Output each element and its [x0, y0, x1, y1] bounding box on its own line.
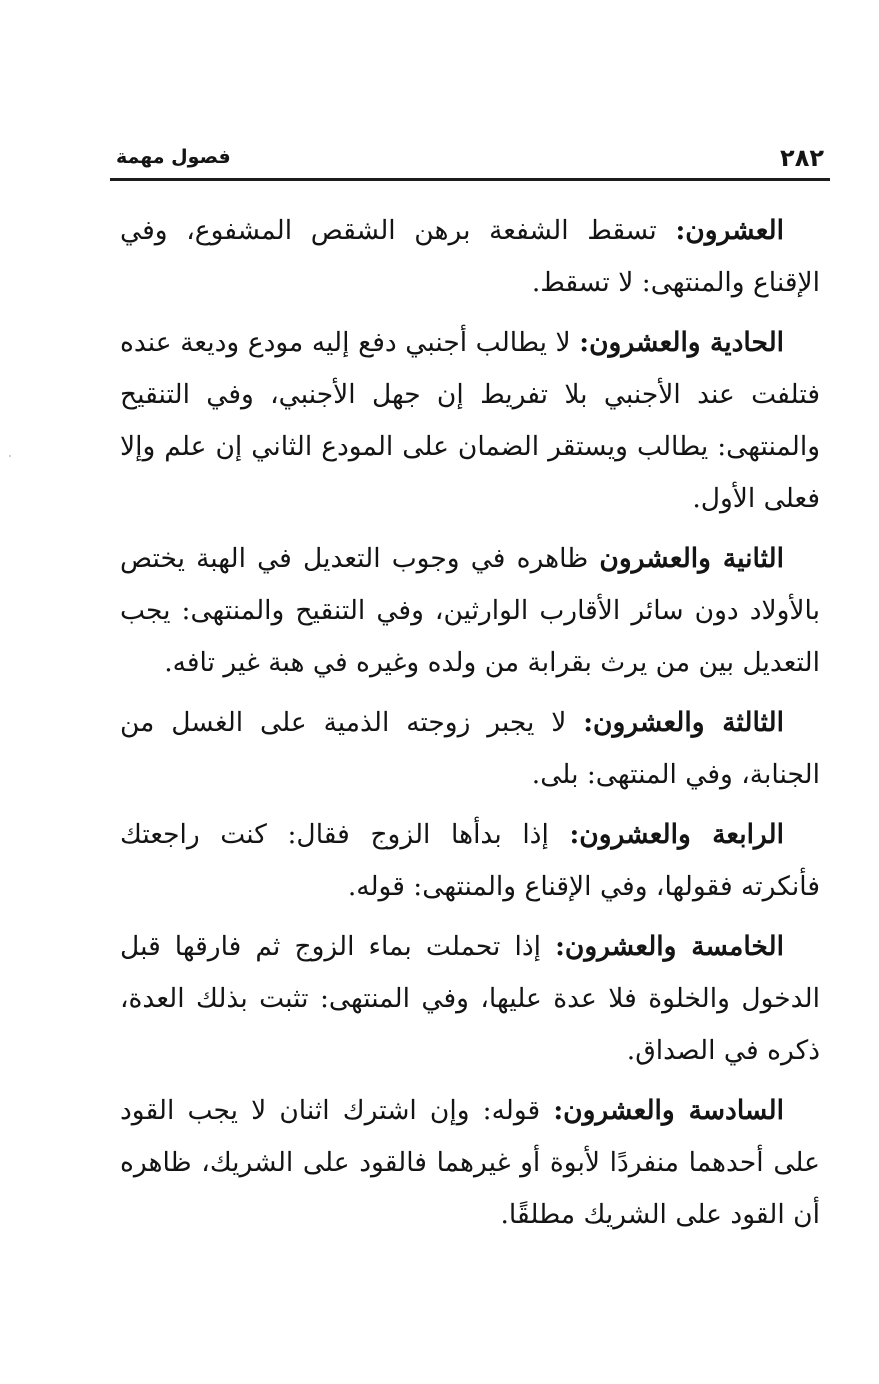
paragraph-23: [120, 697, 820, 801]
paragraph-lead: الرابعة والعشرون:: [569, 819, 784, 850]
paragraph-text: إذا تحملت بماء الزوج ثم فارقها قبل الدخول والخلوة فلا عدة عليها، وفي المنتهى: تثبت بذلك العدة، ذكره في الصداق.: [120, 931, 820, 1066]
paragraph-24: [120, 809, 820, 913]
paragraph-22: [120, 533, 820, 689]
paragraph-lead: الحادية والعشرون:: [579, 327, 784, 358]
paragraph-21: [120, 317, 820, 525]
paragraph-lead: السادسة والعشرون:: [553, 1095, 784, 1126]
paragraph-25: [120, 921, 820, 1077]
paragraph-text: ظاهره في وجوب التعديل في الهبة يختص بالأولاد دون سائر الأقارب الوارثين، وفي التنقيح والمنتهى: يجب التعديل بين من يرث بقرابة من ولده وغيره في هبة غير تافه.: [120, 543, 820, 678]
paragraph-text: تسقط الشفعة برهن الشقص المشفوع، وفي الإقناع والمنتهى: لا تسقط.: [120, 215, 820, 298]
paragraph-text: قوله: وإن اشترك اثنان لا يجب القود على أحدهما منفردًا لأبوة أو غيرهما فالقود على الشريك، ظاهره أن القود على الشريك مطلقًا.: [120, 1095, 820, 1230]
paragraph-20: [120, 205, 820, 309]
paragraph-lead: الخامسة والعشرون:: [555, 931, 784, 962]
paragraph-text: لا يطالب أجنبي دفع إليه مودع وديعة عنده فتلفت عند الأجنبي بلا تفريط إن جهل الأجنبي، وفي التنقيح والمنتهى: يطالب ويستقر الضمان على المودع الثاني إن علم وإلا فعلى الأول.: [120, 327, 820, 514]
paragraph-lead: الثانية والعشرون: [599, 543, 784, 574]
paragraph-text: لا يجبر زوجته الذمية على الغسل من الجنابة، وفي المنتهى: بلى.: [120, 707, 820, 790]
running-title: فصول مهمة: [116, 146, 231, 168]
page-body: [120, 205, 820, 1249]
paragraph-26: [120, 1085, 820, 1241]
header-rule: [110, 178, 830, 181]
paragraph-text: إذا بدأها الزوج فقال: كنت راجعتك فأنكرته فقولها، وفي الإقناع والمنتهى: قوله.: [120, 819, 820, 902]
paragraph-lead: الثالثة والعشرون:: [583, 707, 784, 738]
page-header: [110, 140, 830, 180]
scan-speck: [9, 455, 11, 457]
paragraph-lead: العشرون:: [675, 215, 784, 246]
page-number: ٢٨٢: [780, 144, 824, 172]
